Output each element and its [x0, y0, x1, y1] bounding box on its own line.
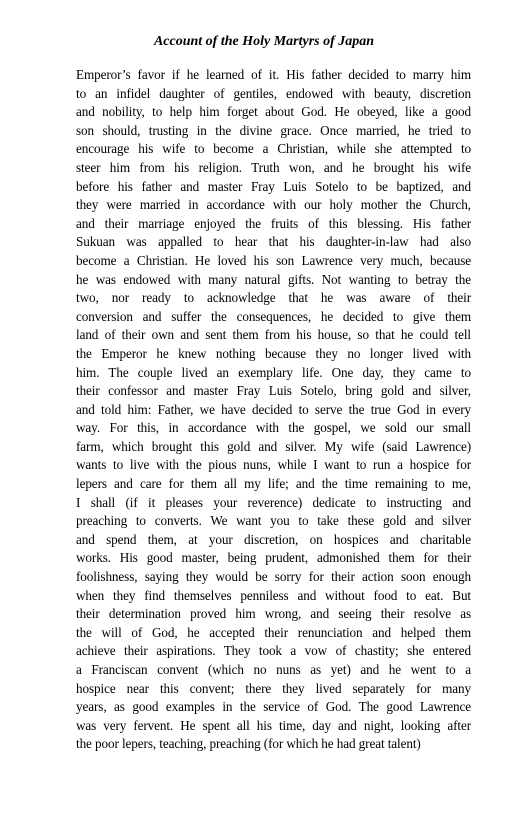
- running-head: Account of the Holy Martyrs of Japan: [153, 34, 375, 49]
- text-line: foolishness, saying they would be sorry for their action soon enough: [76, 569, 471, 585]
- text-line: become a Christian. He loved his son Lawrence very much, because: [76, 252, 471, 268]
- text-line: before his father and master Fray Luis Sotelo to be baptized, and: [76, 178, 471, 194]
- text-line: son should, trusting in the divine grace. Once married, he tried to: [76, 122, 471, 138]
- text-line: land of their own and sent them from his house, so that he could tell: [76, 327, 471, 343]
- text-line: when they find themselves penniless and without food to eat. But: [76, 587, 471, 603]
- body-text: [76, 66, 471, 754]
- text-line: their confessor and master Fray Luis Sotelo, bring gold and silver,: [76, 383, 471, 399]
- text-line: was very fervent. He spent all his time, day and night, looking after: [76, 717, 471, 733]
- text-line: encourage his wife to become a Christian, while she attempted to: [76, 141, 471, 157]
- text-line: conversion and suffer the consequences, he decided to give them: [76, 308, 471, 324]
- text-line: the will of God, he accepted their renunciation and helped them: [76, 624, 471, 640]
- text-line: he was endowed with many natural gifts. Not wanting to betray the: [76, 271, 471, 287]
- text-line: a Franciscan convent (which no nuns as yet) and he went to a: [76, 662, 471, 677]
- text-line: him. The couple lived an exemplary life. One day, they came to: [76, 364, 471, 380]
- text-line: years, as good examples in the service of God. The good Lawrence: [76, 699, 471, 715]
- text-line: steer him from his religion. Truth won, and he brought his wife: [76, 159, 471, 175]
- text-line: to an infidel daughter of gentiles, endowed with beauty, discretion: [76, 85, 471, 101]
- text-line: the poor lepers, teaching, preaching (for which he had great talent): [76, 736, 421, 752]
- text-line: their determination proved him wrong, and seeing their resolve as: [76, 606, 471, 622]
- text-line: and spend them, at your discretion, on hospices and charitable: [76, 531, 471, 547]
- text-line: achieve their aspirations. They took a vow of chastity; she entered: [76, 643, 471, 659]
- text-line: hospice near this convent; there they lived separately for many: [76, 680, 471, 696]
- text-line: works. His good master, being prudent, admonished them for their: [76, 550, 471, 566]
- text-line: wants to live with the pious nuns, while I want to run a hospice for: [76, 457, 471, 473]
- text-line: two, nor ready to acknowledge that he was aware of their: [76, 290, 471, 306]
- text-line: the Emperor he knew nothing because they no longer lived with: [76, 345, 471, 361]
- text-line: Sukuan was appalled to hear that his daughter-in-law had also: [76, 234, 471, 250]
- text-line: way. For this, in accordance with the gospel, we sold our small: [76, 420, 471, 436]
- text-line: they were married in accordance with our holy mother the Church,: [76, 197, 471, 213]
- text-line: I shall (if it pleases your reverence) dedicate to instructing and: [76, 494, 471, 510]
- text-line: farm, which brought this gold and silver. My wife (said Lawrence): [76, 438, 471, 454]
- text-line: and nobility, to help him forget about God. He obeyed, like a good: [76, 104, 471, 120]
- text-line: and their marriage enjoyed the fruits of this blessing. His father: [76, 215, 471, 231]
- text-line: and told him: Father, we have decided to serve the true God in every: [76, 401, 471, 417]
- text-line: preaching to converts. We want you to take these gold and silver: [76, 513, 471, 529]
- text-line: Emperor’s favor if he learned of it. His father decided to marry him: [76, 67, 471, 82]
- text-line: lepers and care for them all my life; and the time remaining to me,: [76, 476, 471, 492]
